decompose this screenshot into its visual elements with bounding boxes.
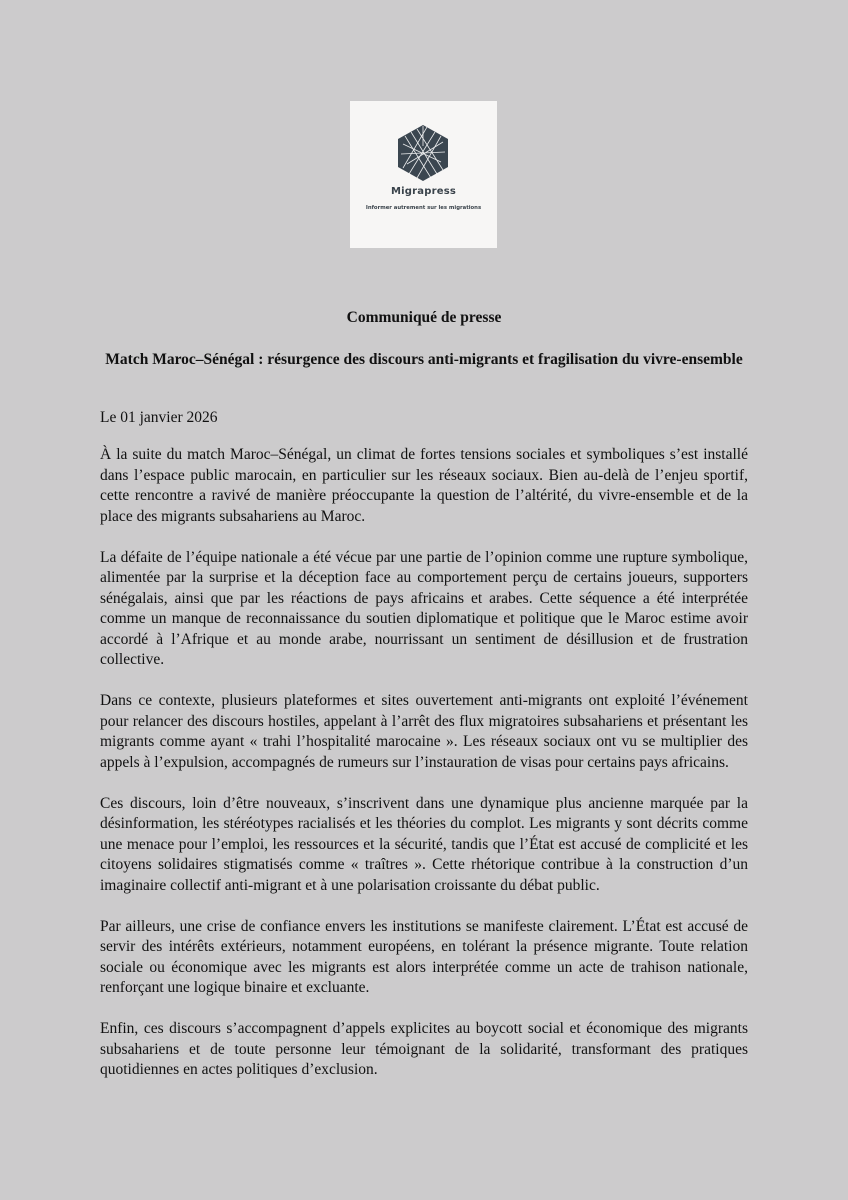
logo <box>350 101 497 248</box>
paragraph-5: Par ailleurs, une crise de confiance envers les institutions se manifeste clairement. L’État est accusé de servir des intérêts extérieurs, notamment européens, en tolérant la présence migrante. Toute relation sociale ou économique avec les migrants est alors interprétée comme un acte de trahison nationale, renforçant une logique binaire et excluante. <box>100 917 748 996</box>
paragraph-4: Ces discours, loin d’être nouveaux, s’inscrivent dans une dynamique plus ancienne marquée par la désinformation, les stéréotypes racialisés et les théories du complot. Les migrants y sont décrits comme une menace pour l’emploi, les ressources et la sécurité, tandis que l’État est accusé de complicité et les citoyens solidaires stigmatisés comme « traîtres ». Cette rhétorique contribue à la construction d’un imaginaire collectif anti-migrant et à une polarisation croissante du débat public. <box>100 794 748 894</box>
paragraph-3: Dans ce contexte, plusieurs plateformes et sites ouvertement anti-migrants ont exploité l’événement pour relancer des discours hostiles, appelant à l’arrêt des flux migratoires subsahariens et présentant les migrants comme ayant « trahi l’hospitalité marocaine ». Les réseaux sociaux ont vu se multiplier des appels à l’expulsion, accompagnés de rumeurs sur l’instauration de visas pour certains pays africains. <box>100 692 748 771</box>
paragraph-6: Enfin, ces discours s’accompagnent d’appels explicites au boycott social et économique des migrants subsahariens et de toute personne leur témoignant de la solidarité, transformant des pratiques quotidiennes en actes politiques d’exclusion. <box>100 1020 748 1078</box>
document-body <box>100 445 748 1101</box>
hexagon-logo-icon <box>397 124 449 182</box>
document-date: Le 01 janvier 2026 <box>100 409 218 426</box>
paragraph-2: La défaite de l’équipe nationale a été vécue par une partie de l’opinion comme une rupture symbolique, alimentée par la surprise et la déception face au comportement perçu de certains joueurs, supporters sénégalais, ainsi que par les réactions de pays africains et arabes. Cette séquence a été interprétée comme un manque de reconnaissance du soutien diplomatique et politique que le Maroc estime avoir accordé à l’Afrique et au monde arabe, nourrissant un sentiment de désillusion et de frustration collective. <box>100 548 748 668</box>
logo-name: Migrapress <box>391 186 456 197</box>
document-heading: Communiqué de presse <box>346 309 502 326</box>
paragraph-1: À la suite du match Maroc–Sénégal, un climat de fortes tensions sociales et symboliques s’est installé dans l’espace public marocain, en particulier sur les réseaux sociaux. Bien au-delà de l’enjeu sportif, cette rencontre a ravivé de manière préoccupante la question de l’altérité, du vivre-ensemble et de la place des migrants subsahariens au Maroc. <box>100 446 748 525</box>
document-title: Match Maroc–Sénégal : résurgence des discours anti-migrants et fragilisation du vivre-ensemble <box>105 351 743 368</box>
logo-tagline: Informer autrement sur les migrations <box>365 205 482 211</box>
